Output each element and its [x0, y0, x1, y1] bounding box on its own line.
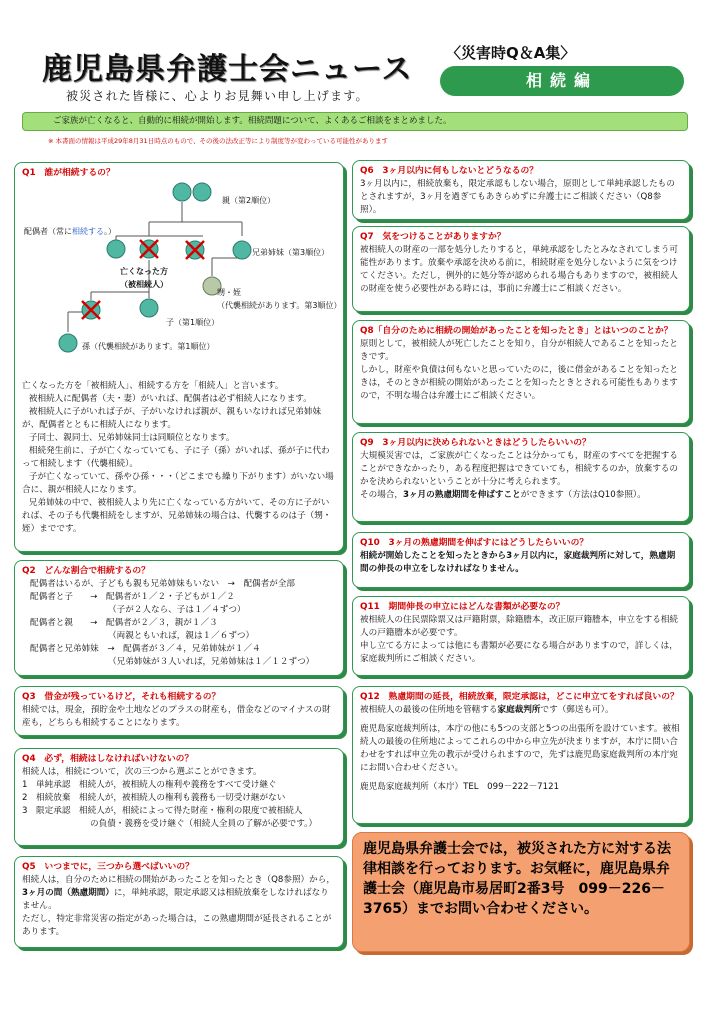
- q5-text-2: ただし，特定非常災害の指定があった場合は，この熟慮期間が延長されることがあります。: [22, 914, 332, 937]
- q5-title: Q5 いつまでに，三つから選べばいいの？: [22, 862, 194, 872]
- q12-phone: 鹿児島家庭裁判所（本庁）TEL 099－222－7121: [360, 782, 560, 792]
- label-grandchild: 孫（代襲相続があります。第1順位）: [82, 342, 215, 351]
- q10-title: Q10 3ヶ月の熟慮期間を伸ばすにはどうしたらいいの？: [360, 538, 589, 548]
- q1-title: Q1 誰が相続するの？: [22, 168, 115, 178]
- deceased-node: [140, 240, 158, 258]
- child-nodes: [82, 299, 158, 319]
- q1-box: [14, 162, 344, 552]
- q3-box: [14, 686, 344, 736]
- q8-text-1: 原則として，被相続人が死亡したことを知り，自分が相続人であることを知ったときです。: [360, 339, 678, 362]
- q7-title: Q7 気をつけることがありますか？: [360, 232, 506, 242]
- q6-title: Q6 3ヶ月以内に何もしないとどうなるの？: [360, 166, 539, 176]
- q7-box: [352, 226, 690, 312]
- q3-title: Q3 借金が残っているけど，それも相続するの？: [22, 692, 221, 702]
- contact-text: 鹿児島県弁護士会では，被災された方に対する法律相談を行っております。お気軽に，鹿児島県弁護士会（鹿児島市易居町2番3号 099－226－3765）までお問い合わせください。: [363, 841, 671, 917]
- q2-title: Q2 どんな割合で相続するの？: [22, 566, 150, 576]
- q8-box: [352, 320, 690, 424]
- q11-text-1: 被相続人の住民票除票又は戸籍附票，除籍謄本，改正原戸籍謄本，申立をする相続人の戸籍謄本が必要です。: [360, 615, 678, 638]
- sibling-nodes: [186, 241, 251, 259]
- q9-text-1: 大規模災害では，ご家族が亡くなったことは分かっても，財産のすべてを把握することができなかったり，ある程度把握はできていても，相続するのか，放棄するのかを決められないということが十分に考えられます。: [360, 451, 678, 487]
- grandchild-node: [59, 334, 77, 352]
- q11-text-2: 申し立てる方によっては他にも書類が必要になる場合がありますので，詳しくは，家庭裁判所にご相談ください。: [360, 641, 678, 664]
- q10-text: 相続が開始したことを知ったときから3ヶ月以内に，家庭裁判所に対して，熟慮期間の伸長の申立をしなければなりません。: [360, 551, 676, 574]
- q4-options: 1 単純承認 相続人が，被相続人の権利や義務をすべて受け継ぐ 2 相続放棄 相続人が，被相続人の権利も義務も一切受け継がない 3 限定承認 相続人が，相続によって得た財産・権利の限度で被相続人 の負債・義務を受け継ぐ（相続人全員の了解が必要です。）: [22, 780, 318, 829]
- q4-box: [14, 748, 344, 846]
- q3-text: 相続では，現金，預貯金や土地などのプラスの財産も，借金などのマイナスの財産も，どちらも相続することになります。: [22, 705, 331, 728]
- q11-title: Q11 期間伸長の申立にはどんな書類が必要なの？: [360, 602, 565, 612]
- label-siblings: 兄弟姉妹（第3順位）: [252, 248, 330, 257]
- q12-text-1: 被相続人の最後の住所地を管轄する家庭裁判所です（郵送も可）。: [360, 705, 614, 715]
- q4-intro: 相続人は，相続について，次の三つから選ぶことができます。: [22, 767, 262, 777]
- family-diagram: [22, 180, 342, 380]
- q9-text-2: その場合，3ヶ月の熟慮期間を伸ばすことができます（方法はQ10参照）。: [360, 490, 646, 500]
- spouse-node: [107, 240, 125, 258]
- q11-box: [352, 596, 690, 676]
- parent-nodes: [173, 183, 211, 201]
- label-spouse: 配偶者（常に相続する。）: [24, 227, 116, 236]
- label-child: 子（第1順位）: [166, 318, 220, 327]
- q12-box: [352, 686, 690, 824]
- q5-text-1: 相続人は，自分のために相続の開始があったことを知ったとき（Q8参照）から，3ヶ月の間（熟慮期間）に，単純承認，限定承認又は相続放棄をしなければなりません。: [22, 875, 335, 911]
- page-title: 鹿児島県弁護士会ニュース: [42, 52, 413, 87]
- q9-box: [352, 432, 690, 522]
- q7-text: 被相続人の財産の一部を処分したりすると，単純承認をしたとみなされてしまう可能性があります。放棄や承認を決める前に，相続財産を処分しないように気をつけてください。ただし，例外的に処分等が認められる場合もありますので，被相続人の財産を使う必要性がある時には，事前に弁護士にご相談ください。: [360, 245, 678, 294]
- q2-box: [14, 560, 344, 676]
- q12-text-2: 鹿児島家庭裁判所は，本庁の他にも5つの支部と5つの出張所を設けています。被相続人の最後の住所地によってこれらの中から申立先が決まりますが，本庁に問い合わせをすれば申立先の教示が受けられますので，先ずは鹿児島家庭裁判所の本庁宛にお問い合わせください。: [360, 724, 680, 773]
- q8-title: Q8「自分のために相続の開始があったことを知ったとき」とはいつのことか？: [360, 326, 673, 336]
- q12-title: Q12 熟慮期間の延長，相続放棄，限定承認は，どこに申立てをすれば良いの？: [360, 692, 679, 702]
- q5-box: [14, 856, 344, 948]
- q1-body: 亡くなった方を「被相続人」、相続する方を「相続人」と言います。 被相続人に配偶者（夫・妻）がいれば、配偶者は必ず相続人になります。 被相続人に子がいれば子が、子がいなければ親が、親もいなければ兄弟姉妹が、配偶者とともに相続人になります。 子同士、親同士、兄弟姉妹同士は同順位となります。 相続発生前に、子が亡くなっていても、子に子（孫）がいれば、孫が子に代わって相続します（代襲相続）。 子が亡くなっていて、孫やひ孫・・・（どこまでも繰り下がります）がいない場合に、親が相続人になります。 兄弟姉妹の中で、被相続人より先に亡くなっている方がいて、その方に子がいれば、その子も代襲相続をしますが、兄弟姉妹の場合は、代襲するのは子（甥・姪）までです。: [22, 381, 334, 534]
- series-label: 〈災害時Q＆A集〉: [446, 44, 576, 62]
- q9-title: Q9 3ヶ月以内に決められないときはどうしたらいいの？: [360, 438, 591, 448]
- section-label: 相続編: [440, 66, 684, 96]
- label-deceased: 亡くなった方 （被相続人）: [120, 267, 168, 289]
- q4-title: Q4 必ず，相続はしなければいけないの？: [22, 754, 194, 764]
- q6-text: 3ヶ月以内に，相続放棄も，限定承認もしない場合，原則として単純承認したものとされますが，3ヶ月を過ぎてもあきらめずに弁護士にご相談ください（Q8参照）。: [360, 179, 675, 215]
- q6-box: [352, 160, 690, 220]
- q2-list: 配偶者はいるが、子どもも親も兄弟姉妹もいない → 配偶者が全部 配偶者と子 → 配偶者が１／２・子どもが１／２ （子が２人なら、子は１／４ずつ） 配偶者と親 → 配偶者が２／３，親が１／３ （両親ともいれば，親は１／６ずつ） 配偶者と兄弟姉妹 → 配偶者が３／４，兄弟姉妹が１／４ （兄弟姉妹が３人いれば，兄弟姉妹は１／１２ずつ）: [30, 579, 315, 667]
- page-subtitle: 被災された皆様に、心よりお見舞い申し上げます。: [66, 89, 369, 103]
- intro-banner: ご家族が亡くなると、自動的に相続が開始します。相続問題について、よくあるご相談をまとめました。: [22, 112, 688, 131]
- date-note: ※ 本書面の情報は平成29年8月31日時点のもので、その後の法改正等により制度等が変わっている可能性があります: [48, 137, 388, 145]
- label-parents: 親（第2順位）: [222, 196, 276, 205]
- q10-box: [352, 532, 690, 588]
- label-niece: 甥・姪 （代襲相続があります。第3順位）: [217, 288, 342, 310]
- q8-text-2: しかし，財産や負債は何もないと思っていたのに，後に借金があることを知ったときは，そのときが相続の開始があったことを知ったときとされる可能性もありますので，不明な場合は弁護士にご相談ください。: [360, 365, 678, 401]
- contact-box: [352, 832, 690, 952]
